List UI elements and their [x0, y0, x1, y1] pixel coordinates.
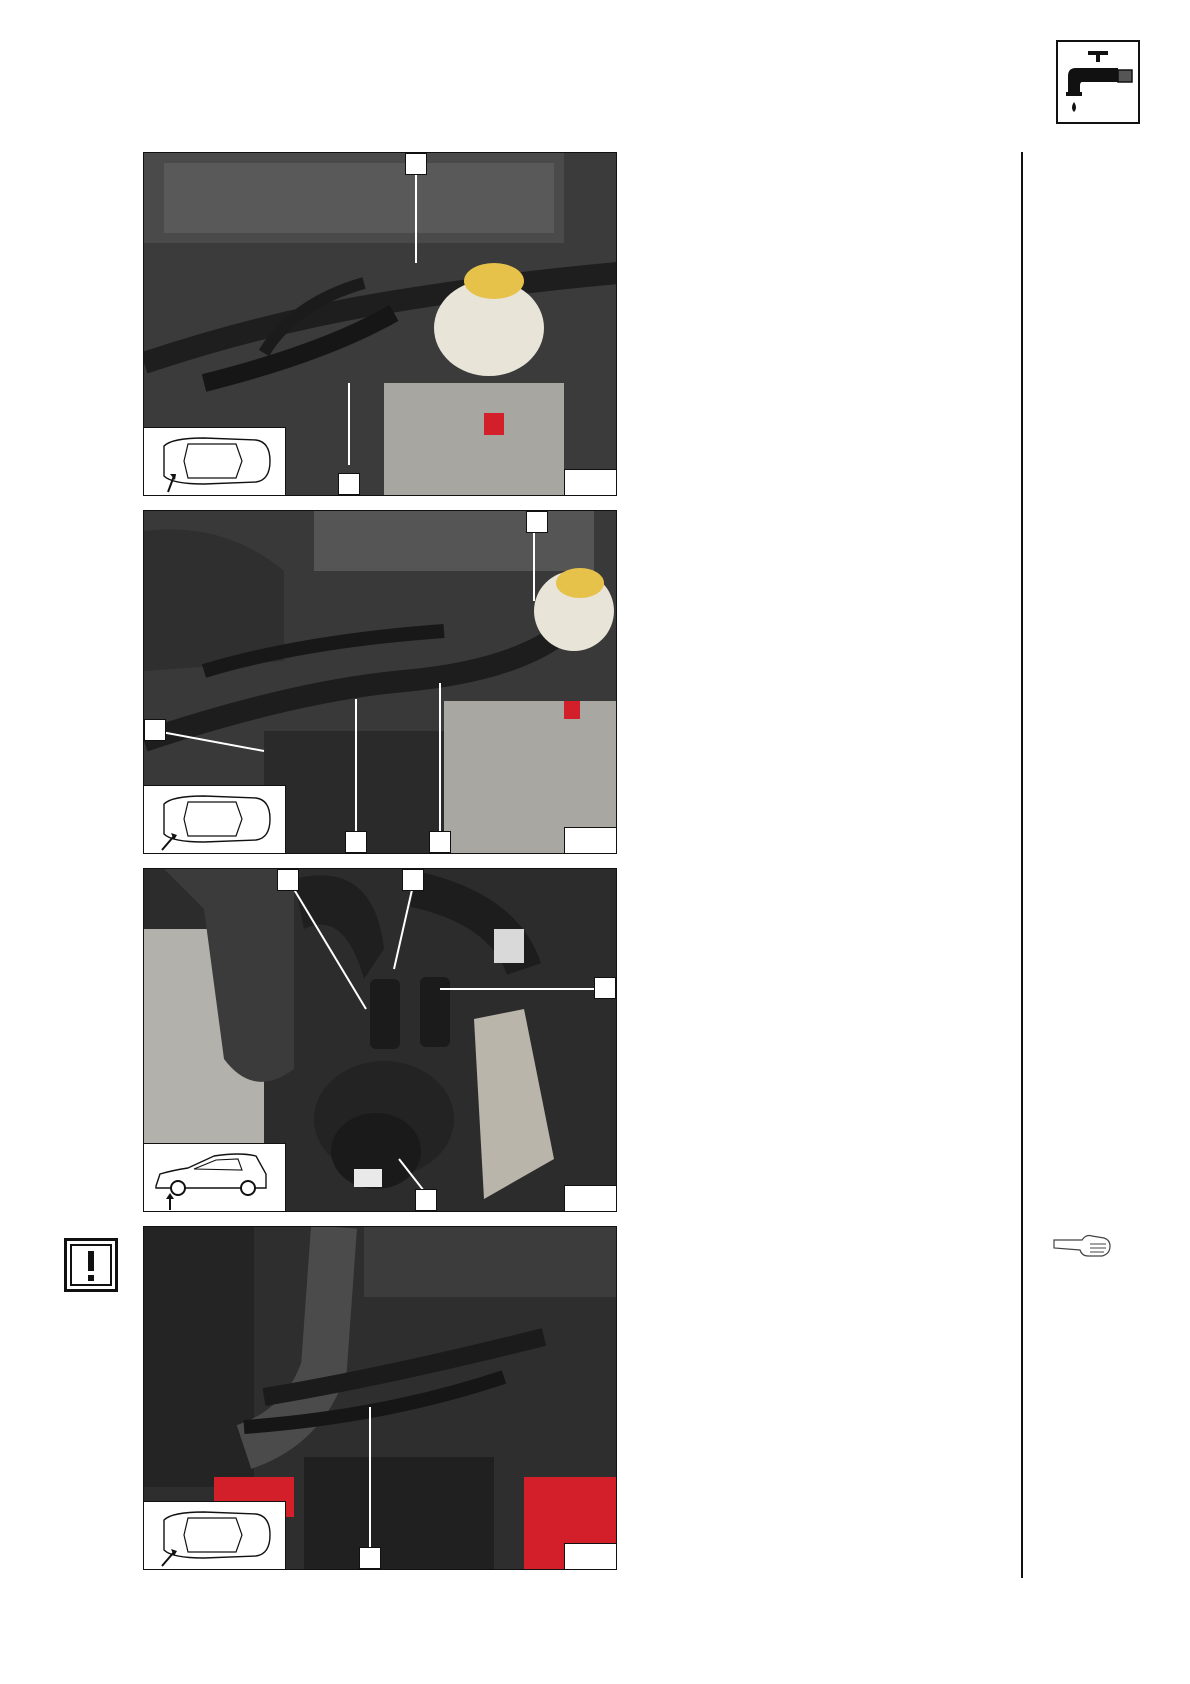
callout-box	[402, 869, 424, 891]
vehicle-orientation-inset	[144, 1143, 286, 1211]
photo-reference-box	[564, 1543, 616, 1569]
callout-box	[277, 869, 299, 891]
callout-box	[359, 1547, 381, 1569]
photo-reference-box	[564, 469, 616, 495]
photo-reference-box	[564, 827, 616, 853]
car-top-view-icon	[144, 786, 284, 852]
engine-photo-3	[143, 868, 617, 1212]
vehicle-orientation-inset	[144, 427, 286, 495]
callout-box	[429, 831, 451, 853]
car-side-view-icon	[144, 1144, 284, 1210]
vehicle-orientation-inset	[144, 1501, 286, 1569]
engine-photo-1	[143, 152, 617, 496]
callout-box	[345, 831, 367, 853]
exclamation-warning-icon	[64, 1238, 118, 1292]
engine-photo-4	[143, 1226, 617, 1570]
callout-box	[415, 1189, 437, 1211]
coolant-tap-icon	[1056, 40, 1140, 124]
vehicle-orientation-inset	[144, 785, 286, 853]
column-divider	[1021, 152, 1023, 1578]
car-top-view-icon	[144, 1502, 284, 1568]
photo-reference-box	[564, 1185, 616, 1211]
pointing-hand-icon	[1052, 1228, 1114, 1262]
car-top-view-icon	[144, 428, 284, 494]
callout-box	[405, 153, 427, 175]
engine-photo-2	[143, 510, 617, 854]
callout-box	[526, 511, 548, 533]
callout-box	[338, 473, 360, 495]
callout-box	[144, 719, 166, 741]
callout-box	[594, 977, 616, 999]
